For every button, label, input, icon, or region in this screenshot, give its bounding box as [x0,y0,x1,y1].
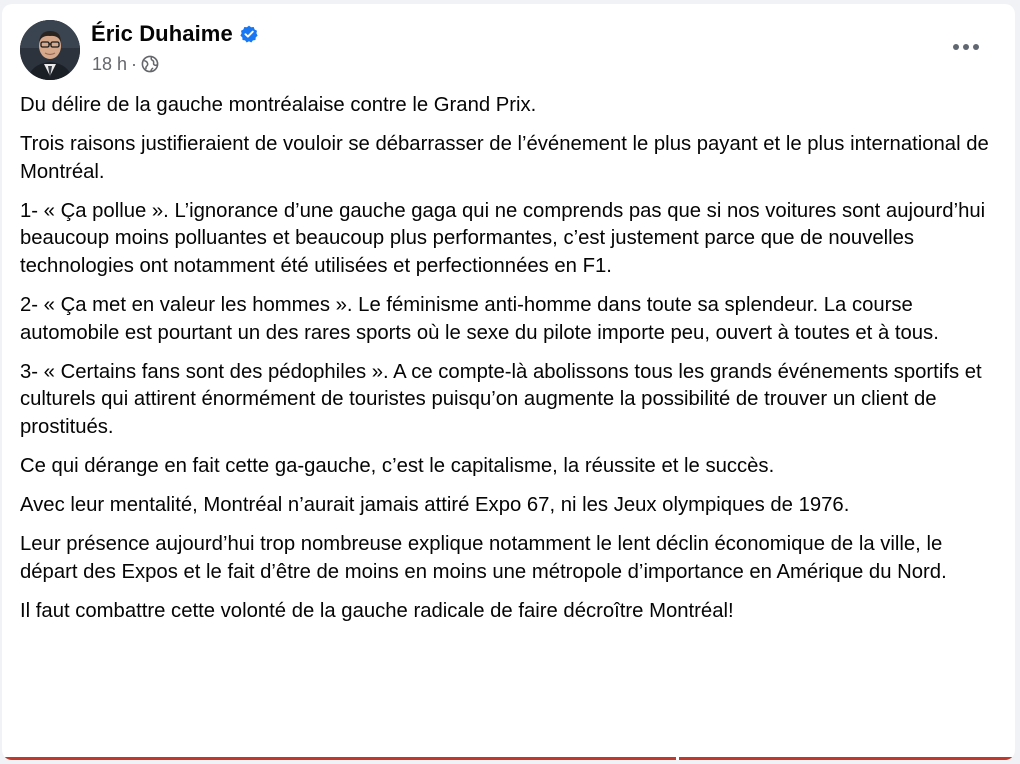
more-horizontal-icon [952,43,980,51]
author-avatar[interactable] [20,20,80,80]
post-paragraph-4: 2- « Ça met en valeur les hommes ». Le féminisme anti-homme dans toute sa splendeur. La course automobile est pourtant un des rares sports où le sexe du pilote importe peu, ouvert à toutes et à tous. [20,294,939,344]
post-paragraph-5: 3- « Certains fans sont des pédophiles ». A ce compte-là abolissons tous les grands événements sportifs et culturels qui attirent énormément de touristes puisqu’on augmente la possibilité de trouver un client de prostitués. [20,360,982,438]
post-paragraph-2: Trois raisons justifieraient de vouloir se débarrasser de l’événement le plus payant et le plus international de Montréal. [20,133,989,183]
post-paragraph-8: Leur présence aujourd’hui trop nombreuse explique notamment le lent déclin économique de la ville, le départ des Expos et le fait d’être de moins en moins une métropole d’importance en Amérique du Nord. [20,533,947,583]
verified-badge-icon [240,25,258,43]
author-name[interactable]: Éric Duhaime [91,21,233,46]
meta-separator: · [131,53,138,74]
avatar-image [20,20,80,80]
post-paragraph-7: Avec leur mentalité, Montréal n’aurait jamais attiré Expo 67, ni les Jeux olympiques de 1976. [20,494,850,517]
author-line [91,21,258,47]
more-options-button[interactable] [951,35,981,59]
post-timestamp[interactable]: 18 h [92,53,128,74]
post-body [20,92,1000,637]
post-card [2,4,1015,760]
post-paragraph-9: Il faut combattre cette volonté de la gauche radicale de faire décroître Montréal! [20,599,734,622]
bottom-divider [2,757,1015,760]
globe-icon[interactable] [141,55,159,73]
post-paragraph-3: 1- « Ça pollue ». L’ignorance d’une gauche gaga qui ne comprends pas que si nos voitures sont aujourd’hui beaucoup moins polluantes et beaucoup plus performantes, c’est justement parce que de nouvelles technologies ont notamment été utilisées et perfectionnées en F1. [20,199,986,277]
bottom-divider-gap [676,757,679,760]
post-meta [92,53,159,75]
post-paragraph-1: Du délire de la gauche montréalaise contre le Grand Prix. [20,94,537,116]
post-paragraph-6: Ce qui dérange en fait cette ga-gauche, c’est le capitalisme, la réussite et le succès. [20,455,775,478]
post-header [2,4,1015,84]
